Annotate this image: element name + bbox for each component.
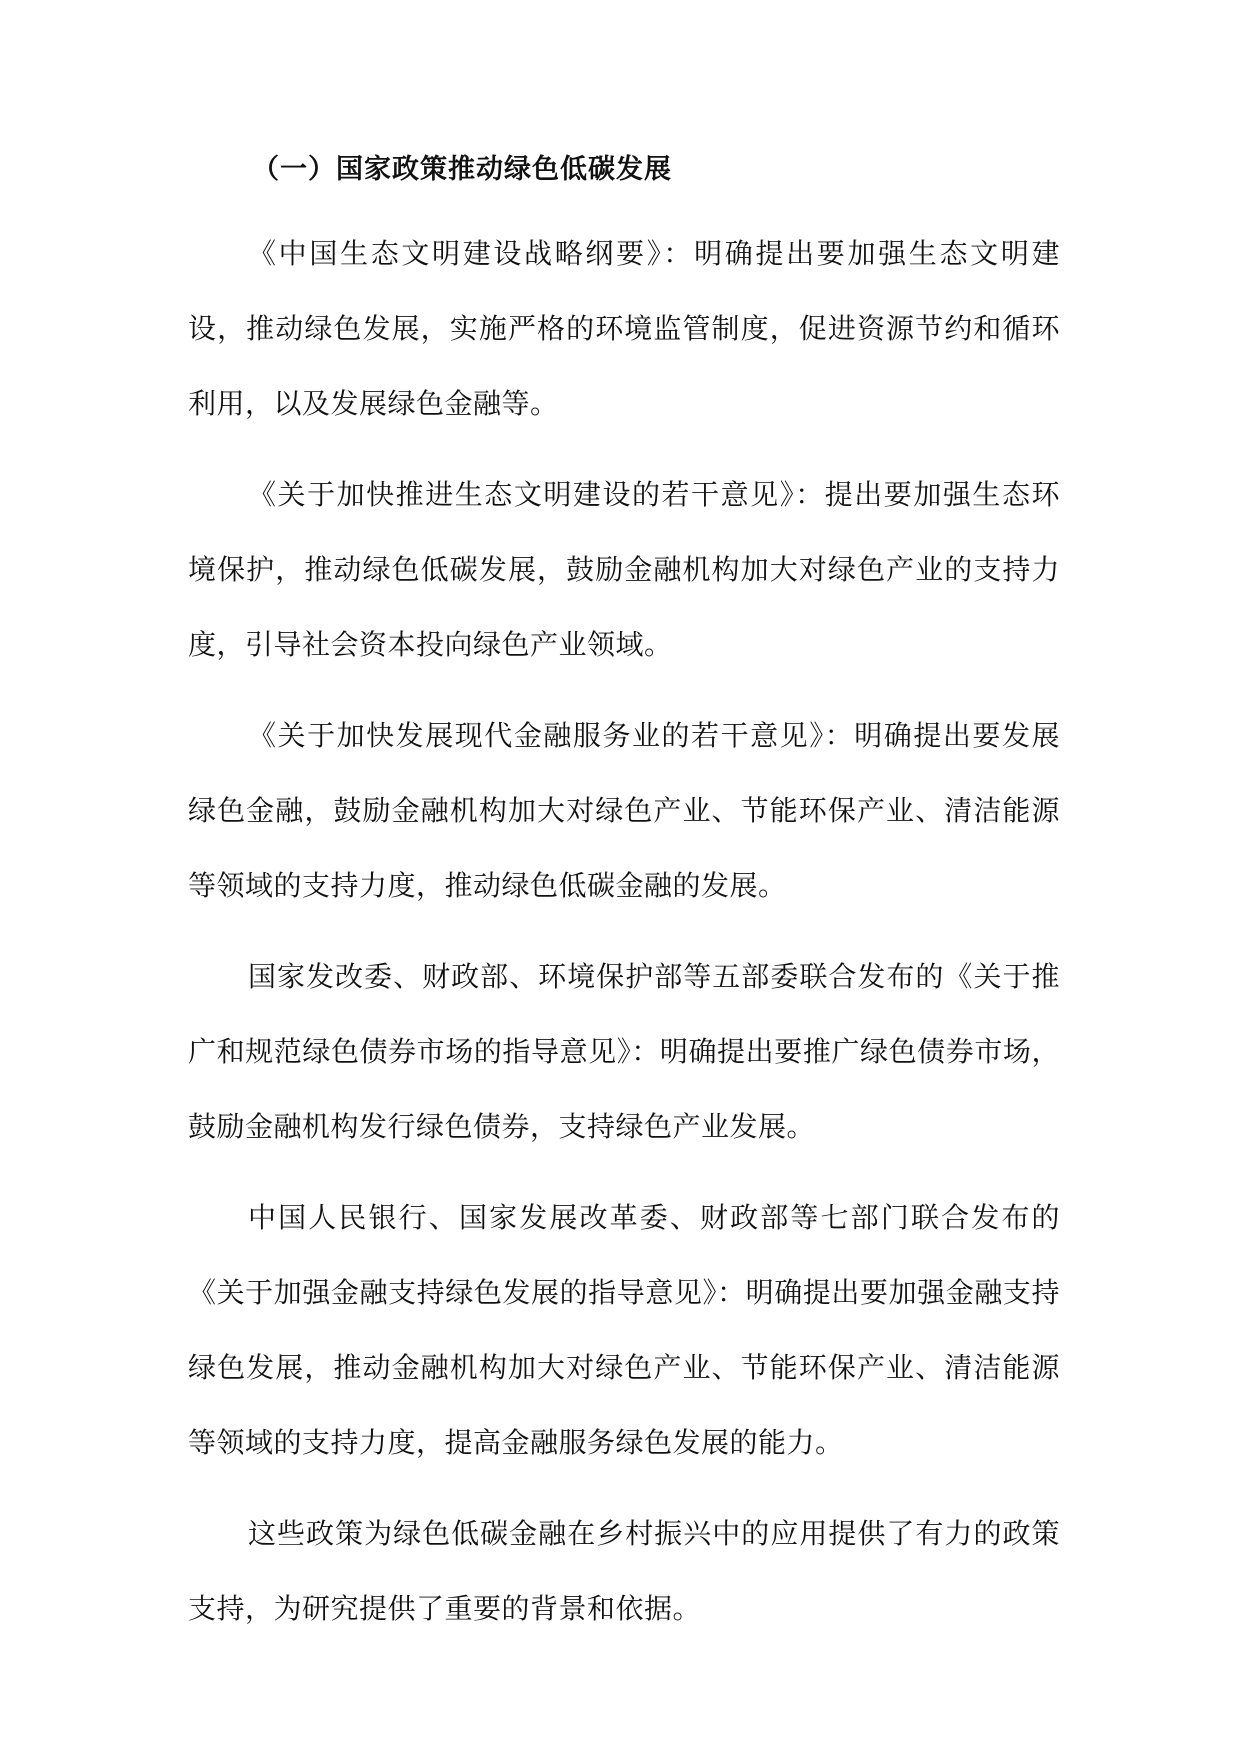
paragraph-financial-services-opinions: 《关于加快发展现代金融服务业的若干意见》：明确提出要发展绿色金融，鼓励金融机构加大对绿色产业、节能环保产业、清洁能源等领域的支持力度，推动绿色低碳金融的发展。 bbox=[188, 719, 1060, 902]
paragraph-conclusion: 这些政策为绿色低碳金融在乡村振兴中的应用提供了有力的政策支持，为研究提供了重要的背景和依据。 bbox=[188, 1517, 1060, 1625]
document-body bbox=[188, 140, 1060, 1646]
paragraph-green-finance-guidance: 中国人民银行、国家发展改革委、财政部等七部门联合发布的《关于加强金融支持绿色发展的指导意见》：明确提出要加强金融支持绿色发展，推动金融机构加大对绿色产业、节能环保产业、清洁能源等领域的支持力度，提高金融服务绿色发展的能力。 bbox=[188, 1201, 1060, 1459]
paragraph-strategy-outline: 《中国生态文明建设战略纲要》：明确提出要加强生态文明建设，推动绿色发展，实施严格的环境监管制度，促进资源节约和循环利用，以及发展绿色金融等。 bbox=[188, 237, 1060, 420]
paragraph-ecological-opinions: 《关于加快推进生态文明建设的若干意见》：提出要加强生态环境保护，推动绿色低碳发展，鼓励金融机构加大对绿色产业的支持力度，引导社会资本投向绿色产业领域。 bbox=[188, 478, 1060, 661]
paragraph-green-bond-guidance: 国家发改委、财政部、环境保护部等五部委联合发布的《关于推广和规范绿色债券市场的指导意见》：明确提出要推广绿色债券市场，鼓励金融机构发行绿色债券，支持绿色产业发展。 bbox=[188, 960, 1060, 1143]
section-heading: （一）国家政策推动绿色低碳发展 bbox=[252, 154, 672, 185]
